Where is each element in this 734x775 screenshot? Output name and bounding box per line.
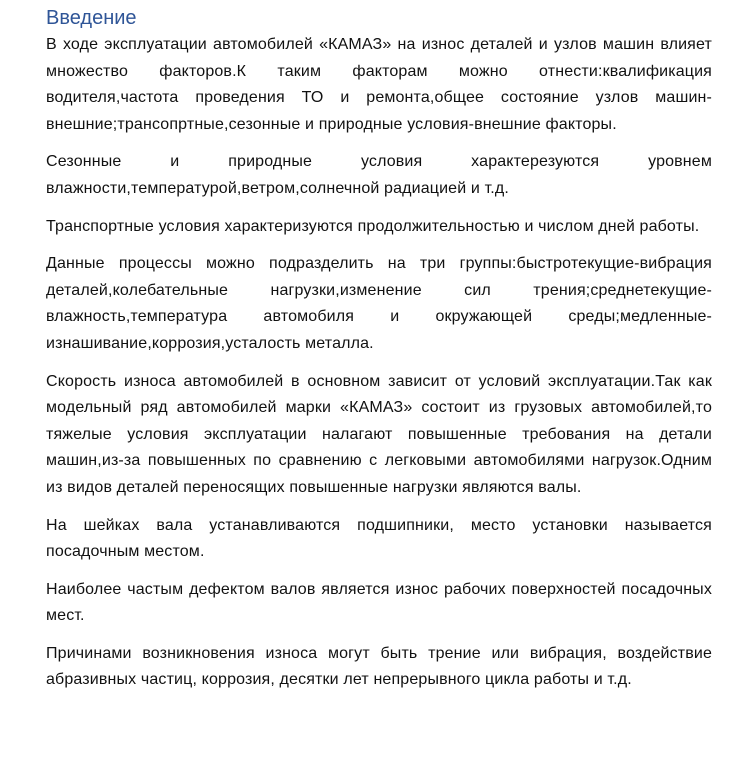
paragraph-wear-speed: Скорость износа автомобилей в основном зависит от условий эксплуатации.Так как модельный ряд автомобилей марки «КАМАЗ» состоит из грузовых автомобилей,то тяжелые условия эксплуатации налагают повышенные требования на детали машин,из-за повышенных по сравнению с легковыми автомобилями нагрузок.Одним из видов деталей переносящих повышенные нагрузки являются валы. bbox=[46, 372, 712, 496]
paragraph-bearings: На шейках вала устанавливаются подшипники, место установки называется посадочным местом. bbox=[46, 516, 712, 561]
section-heading: Введение bbox=[46, 7, 137, 29]
paragraph-wear-causes: Причинами возникновения износа могут быть трение или вибрация, воздействие абразивных частиц, коррозия, десятки лет непрерывного цикла работы и т.д. bbox=[46, 644, 712, 689]
paragraph-factors: В ходе эксплуатации автомобилей «КАМАЗ» на износ деталей и узлов машин влияет множество факторов.К таким факторам можно отнести:квалификация водителя,частота проведения ТО и ремонта,общее состояние узлов машин-внешние;трансопртные,сезонные и природные условия-внешние факторы. bbox=[46, 36, 712, 133]
paragraph-common-defect: Наиболее частым дефектом валов является износ рабочих поверхностей посадочных мест. bbox=[46, 580, 712, 625]
paragraph-transport-conditions: Транспортные условия характеризуются продолжительностью и числом дней работы. bbox=[46, 217, 700, 235]
paragraph-seasonal-conditions: Сезонные и природные условия характерезуются уровнем влажности,температурой,ветром,солнечной радиацией и т.д. bbox=[46, 153, 712, 197]
paragraph-process-groups: Данные процессы можно подразделить на три группы:быстротекущие-вибрация деталей,колебательные нагрузки,изменение сил трения;среднетекущие-влажность,температура автомобиля и окружающей среды;медленные-изнашивание,коррозия,усталость металла. bbox=[46, 255, 712, 352]
